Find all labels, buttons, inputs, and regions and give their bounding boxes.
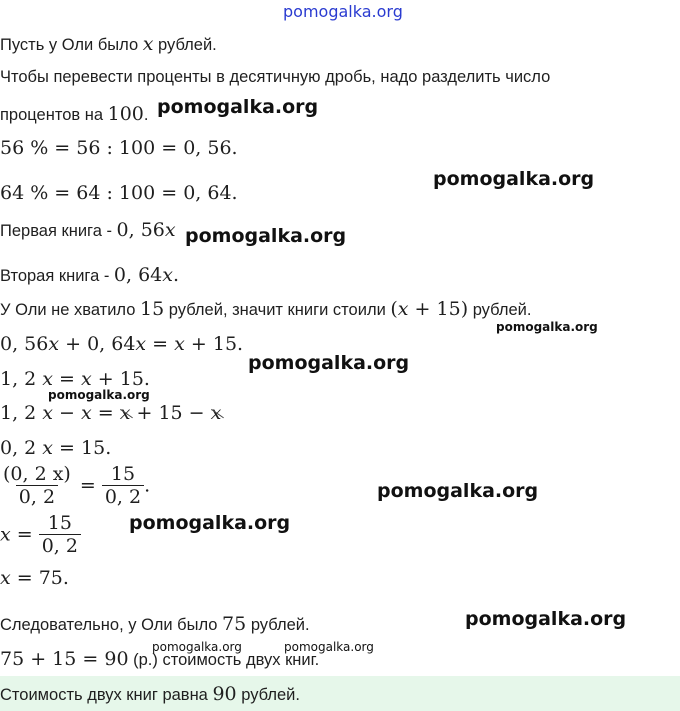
line-1: Пусть у Оли было x рублей. xyxy=(0,33,217,55)
watermark: pomogalka.org xyxy=(157,96,319,118)
watermark: pomogalka.org xyxy=(284,640,374,654)
watermark: pomogalka.org xyxy=(152,640,242,654)
line-3: процентов на 100. xyxy=(0,103,149,125)
equation-1: 0, 56x + 0, 64x = x + 15. xyxy=(0,333,244,355)
sum-line: 75 + 15 = 90 (р.) стоимость двух книг. xyxy=(0,648,320,670)
equation-7: x = 75. xyxy=(0,567,69,589)
first-book-line: Первая книга - 0, 56x xyxy=(0,219,176,241)
shortage-line: У Оли не хватило 15 рублей, значит книги стоили (x + 15) рублей. xyxy=(0,298,532,320)
watermark: pomogalka.org xyxy=(185,225,347,247)
percent-eq-2: 64 % = 64 : 100 = 0, 64. xyxy=(0,182,238,204)
watermark: pomogalka.org xyxy=(248,352,410,374)
watermark: pomogalka.org xyxy=(48,388,150,402)
watermark: pomogalka.org xyxy=(496,320,598,334)
equation-5: $\frac{(0, 2 x)}{0, 2}$ = $\frac{15}{0, 2}$ . xyxy=(0,463,150,508)
fraction: $\frac{15}{0, 2}$ xyxy=(102,463,144,508)
fraction: $\frac{15}{0, 2}$ xyxy=(39,512,81,557)
conclusion-line: Следовательно, у Оли было 75 рублей. xyxy=(0,613,310,635)
equation-6: x = $\frac{15}{0, 2}$ xyxy=(0,512,81,557)
watermark: pomogalka.org xyxy=(377,480,539,502)
equation-2: 1, 2 x = x + 15. xyxy=(0,368,150,390)
fraction: $\frac{(0, 2 x)}{0, 2}$ xyxy=(3,463,71,508)
crossed-x: x xyxy=(210,402,222,424)
watermark: pomogalka.org xyxy=(129,512,291,534)
equation-3: 1, 2 x − x = x + 15 − x xyxy=(0,402,222,424)
answer-text: Стоимость двух книг равна 90 рублей. xyxy=(0,683,300,705)
watermark-top: pomogalka.org xyxy=(283,2,403,21)
equation-4: 0, 2 x = 15. xyxy=(0,437,112,459)
crossed-x: x xyxy=(119,402,131,424)
percent-eq-1: 56 % = 56 : 100 = 0, 56. xyxy=(0,137,238,159)
watermark: pomogalka.org xyxy=(433,168,595,190)
answer-box xyxy=(0,676,680,711)
second-book-line: Вторая книга - 0, 64x. xyxy=(0,264,180,286)
line-2: Чтобы перевести проценты в десятичную дробь, надо разделить число xyxy=(0,68,551,86)
watermark: pomogalka.org xyxy=(465,608,627,630)
